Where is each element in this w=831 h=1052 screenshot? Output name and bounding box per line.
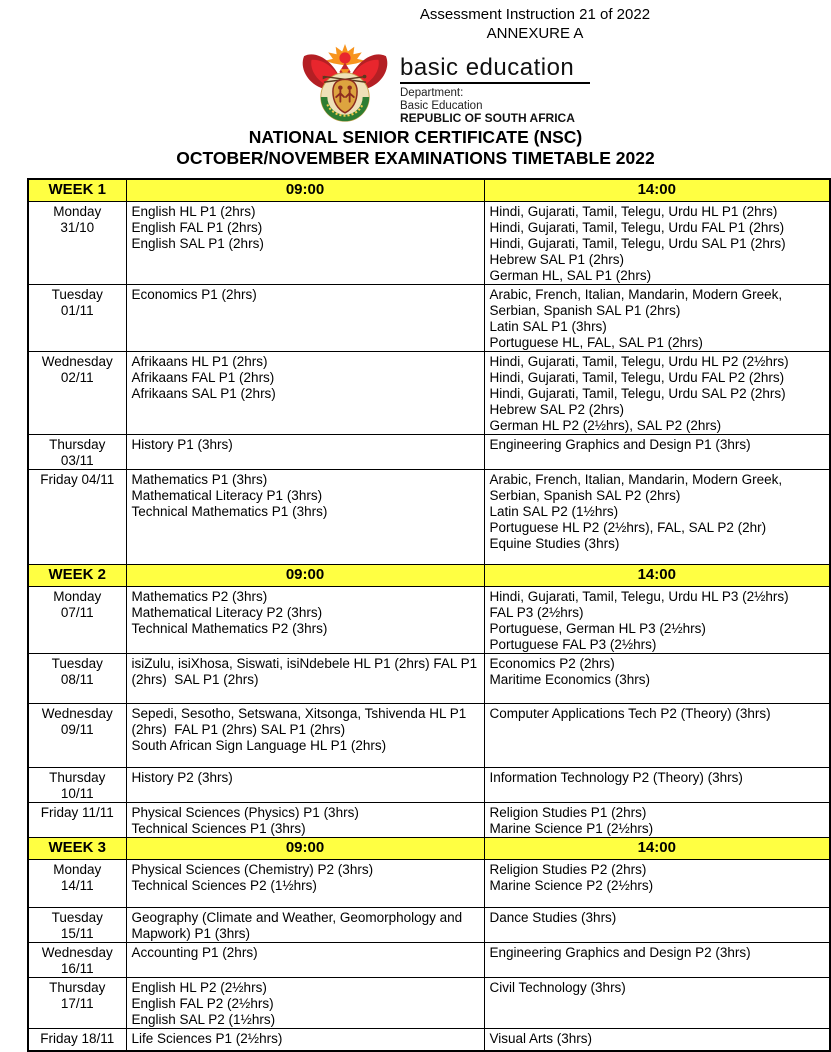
- afternoon-session-cell: [484, 202, 830, 285]
- day-label-line: 14/11: [60, 878, 94, 893]
- exam-entry: Hindi, Gujarati, Tamil, Telegu, Urdu HL P3 (2½hrs): [489, 589, 789, 604]
- exam-entry: Engineering Graphics and Design P2 (3hrs): [489, 945, 751, 960]
- day-label-line: Wednesday: [41, 706, 113, 721]
- day-label-line: 09/11: [60, 722, 94, 737]
- exam-entry: English HL P2 (2½hrs): [131, 980, 267, 995]
- day-label-line: 01/11: [60, 303, 94, 318]
- column-header-1400: 14:00: [484, 565, 830, 587]
- day-cell: [28, 654, 126, 704]
- afternoon-session-cell: [484, 654, 830, 704]
- exam-entry: Dance Studies (3hrs): [489, 910, 617, 925]
- day-label-line: Tuesday: [51, 656, 103, 671]
- exam-entry: Engineering Graphics and Design P1 (3hrs): [489, 437, 751, 452]
- exam-entry: Hindi, Gujarati, Tamil, Telegu, Urdu SAL P1 (2hrs): [489, 236, 786, 251]
- exam-entry: Arabic, French, Italian, Mandarin, Modern Greek, Serbian, Spanish SAL P1 (2hrs): [489, 287, 786, 318]
- morning-session-cell: [126, 352, 484, 435]
- exam-entry: Computer Applications Tech P2 (Theory) (3hrs): [489, 706, 771, 721]
- timetable-day-row: [28, 1029, 830, 1051]
- department-name: Basic Education: [400, 99, 483, 112]
- exam-entry: Hindi, Gujarati, Tamil, Telegu, Urdu SAL P2 (2hrs): [489, 386, 786, 401]
- column-header-0900: 09:00: [126, 179, 484, 202]
- day-cell: [28, 978, 126, 1029]
- day-label-line: 31/10: [60, 220, 95, 235]
- morning-session-cell: [126, 978, 484, 1029]
- timetable-day-row: [28, 908, 830, 943]
- column-header-0900: 09:00: [126, 565, 484, 587]
- exam-entry: FAL P3 (2½hrs): [489, 605, 584, 620]
- column-header-1400: 14:00: [484, 179, 830, 202]
- week-header-row: [28, 838, 830, 860]
- exam-entry: Technical Mathematics P2 (3hrs): [131, 621, 328, 636]
- exam-entry: Mathematical Literacy P1 (3hrs): [131, 488, 323, 503]
- exam-entry: South African Sign Language HL P1 (2hrs): [131, 738, 387, 753]
- morning-session-cell: [126, 435, 484, 470]
- day-cell: [28, 470, 126, 565]
- morning-session-cell: [126, 470, 484, 565]
- exam-entry: Economics P1 (2hrs): [131, 287, 257, 302]
- afternoon-session-cell: [484, 908, 830, 943]
- day-label-line: 16/11: [60, 961, 94, 976]
- exam-entry: Latin SAL P1 (3hrs): [489, 319, 607, 334]
- exam-entry: Sepedi, Sesotho, Setswana, Xitsonga, Tshivenda HL P1 (2hrs) FAL P1 (2hrs) SAL P1 (2hrs): [131, 706, 470, 737]
- exam-entry: isiZulu, isiXhosa, Siswati, isiNdebele HL P1 (2hrs) FAL P1 (2hrs) SAL P1 (2hrs): [131, 656, 481, 687]
- morning-session-cell: [126, 654, 484, 704]
- day-label-line: Tuesday: [51, 910, 103, 925]
- timetable-day-row: [28, 704, 830, 768]
- day-label-line: Thursday: [49, 437, 106, 452]
- day-cell: [28, 860, 126, 908]
- afternoon-session-cell: [484, 803, 830, 838]
- day-label-line: Monday: [53, 862, 102, 877]
- exam-entry: Technical Sciences P2 (1½hrs): [131, 878, 317, 893]
- week-label: WEEK 1: [28, 179, 126, 202]
- exam-entry: Hebrew SAL P2 (2hrs): [489, 402, 625, 417]
- morning-session-cell: [126, 285, 484, 352]
- timetable-day-row: [28, 654, 830, 704]
- day-label-line: 17/11: [60, 996, 94, 1011]
- exam-entry: Hindi, Gujarati, Tamil, Telegu, Urdu FAL P2 (2hrs): [489, 370, 785, 385]
- day-cell: [28, 352, 126, 435]
- day-label-line: Wednesday: [41, 945, 113, 960]
- exam-entry: Life Sciences P1 (2½hrs): [131, 1031, 283, 1046]
- morning-session-cell: [126, 704, 484, 768]
- day-cell: [28, 908, 126, 943]
- exam-entry: Afrikaans FAL P1 (2hrs): [131, 370, 275, 385]
- afternoon-session-cell: [484, 978, 830, 1029]
- exam-entry: Portuguese HL, FAL, SAL P1 (2hrs): [489, 335, 703, 350]
- exam-entry: German HL P2 (2½hrs), SAL P2 (2hrs): [489, 418, 722, 433]
- day-label-line: 15/11: [60, 926, 94, 941]
- afternoon-session-cell: [484, 943, 830, 978]
- country-name: REPUBLIC OF SOUTH AFRICA: [400, 111, 575, 125]
- title-line-2: OCTOBER/NOVEMBER EXAMINATIONS TIMETABLE 2022: [176, 148, 655, 168]
- exam-entry: Accounting P1 (2hrs): [131, 945, 258, 960]
- exam-entry: Portuguese FAL P3 (2½hrs): [489, 637, 657, 652]
- exam-entry: Afrikaans SAL P1 (2hrs): [131, 386, 276, 401]
- timetable-day-row: [28, 860, 830, 908]
- week-label: WEEK 3: [28, 838, 126, 860]
- day-label-line: Thursday: [49, 770, 106, 785]
- exam-entry: English FAL P1 (2hrs): [131, 220, 263, 235]
- exam-entry: Arabic, French, Italian, Mandarin, Modern Greek, Serbian, Spanish SAL P2 (2hrs): [489, 472, 786, 503]
- morning-session-cell: [126, 860, 484, 908]
- annexure-line: ANNEXURE A: [486, 25, 584, 42]
- day-label-line: Monday: [53, 204, 102, 219]
- column-header-0900: 09:00: [126, 838, 484, 860]
- day-label-line: 02/11: [60, 370, 94, 385]
- afternoon-session-cell: [484, 285, 830, 352]
- document-header: [240, 0, 830, 43]
- morning-session-cell: [126, 1029, 484, 1051]
- timetable-day-row: [28, 803, 830, 838]
- title-line-1: NATIONAL SENIOR CERTIFICATE (NSC): [248, 127, 583, 147]
- day-cell: [28, 202, 126, 285]
- exam-entry: Economics P2 (2hrs): [489, 656, 615, 671]
- exam-entry: Maritime Economics (3hrs): [489, 672, 651, 687]
- timetable-day-row: [28, 978, 830, 1029]
- morning-session-cell: [126, 908, 484, 943]
- exam-entry: Afrikaans HL P1 (2hrs): [131, 354, 268, 369]
- exam-entry: Hindi, Gujarati, Tamil, Telegu, Urdu HL P2 (2½hrs): [489, 354, 789, 369]
- day-label-line: 07/11: [60, 605, 94, 620]
- exam-entry: Hebrew SAL P1 (2hrs): [489, 252, 625, 267]
- afternoon-session-cell: [484, 768, 830, 803]
- exam-entry: Portuguese HL P2 (2½hrs), FAL, SAL P2 (2hr): [489, 520, 767, 535]
- assessment-instruction-line: Assessment Instruction 21 of 2022: [419, 6, 651, 23]
- exam-entry: Marine Science P1 (2½hrs): [489, 821, 654, 836]
- day-label-line: Thursday: [49, 980, 106, 995]
- exam-entry: Hindi, Gujarati, Tamil, Telegu, Urdu FAL P1 (2hrs): [489, 220, 785, 235]
- exam-entry: Physical Sciences (Physics) P1 (3hrs): [131, 805, 359, 820]
- exam-entry: Mathematics P1 (3hrs): [131, 472, 268, 487]
- document-title: [0, 127, 831, 169]
- day-label-line: Friday 11/11: [40, 805, 114, 820]
- morning-session-cell: [126, 202, 484, 285]
- south-africa-coat-of-arms-icon: [298, 44, 392, 124]
- afternoon-session-cell: [484, 470, 830, 565]
- brand-title: basic education: [400, 54, 590, 84]
- timetable-day-row: [28, 435, 830, 470]
- exam-entry: History P1 (3hrs): [131, 437, 233, 452]
- exam-entry: Religion Studies P2 (2hrs): [489, 862, 647, 877]
- day-cell: [28, 587, 126, 654]
- exam-entry: Religion Studies P1 (2hrs): [489, 805, 647, 820]
- morning-session-cell: [126, 587, 484, 654]
- exam-entry: Technical Sciences P1 (3hrs): [131, 821, 306, 836]
- week-header-row: [28, 179, 830, 202]
- exam-entry: Civil Technology (3hrs): [489, 980, 626, 995]
- exam-entry: History P2 (3hrs): [131, 770, 233, 785]
- day-label-line: Monday: [53, 589, 102, 604]
- column-header-1400: 14:00: [484, 838, 830, 860]
- day-label-line: 03/11: [60, 453, 94, 468]
- exam-entry: English SAL P1 (2hrs): [131, 236, 264, 251]
- exam-entry: Physical Sciences (Chemistry) P2 (3hrs): [131, 862, 374, 877]
- day-label-line: 10/11: [60, 786, 94, 801]
- day-cell: [28, 1029, 126, 1051]
- afternoon-session-cell: [484, 352, 830, 435]
- timetable-day-row: [28, 470, 830, 565]
- exam-timetable: [27, 178, 831, 1052]
- exam-entry: Technical Mathematics P1 (3hrs): [131, 504, 328, 519]
- day-cell: [28, 285, 126, 352]
- day-cell: [28, 943, 126, 978]
- day-label-line: 08/11: [60, 672, 94, 687]
- department-label: Department:: [400, 87, 464, 99]
- week-header-row: [28, 565, 830, 587]
- department-wordmark: [400, 44, 590, 125]
- exam-entry: German HL, SAL P1 (2hrs): [489, 268, 652, 283]
- morning-session-cell: [126, 803, 484, 838]
- day-label-line: Friday 18/11: [40, 1031, 115, 1046]
- exam-entry: English HL P1 (2hrs): [131, 204, 256, 219]
- afternoon-session-cell: [484, 704, 830, 768]
- exam-entry: Mathematics P2 (3hrs): [131, 589, 268, 604]
- exam-entry: Hindi, Gujarati, Tamil, Telegu, Urdu HL P1 (2hrs): [489, 204, 778, 219]
- exam-entry: Visual Arts (3hrs): [489, 1031, 593, 1046]
- timetable-day-row: [28, 352, 830, 435]
- day-cell: [28, 768, 126, 803]
- timetable-day-row: [28, 768, 830, 803]
- timetable-day-row: [28, 587, 830, 654]
- day-cell: [28, 435, 126, 470]
- department-branding: [298, 44, 831, 124]
- timetable-day-row: [28, 202, 830, 285]
- afternoon-session-cell: [484, 860, 830, 908]
- week-label: WEEK 2: [28, 565, 126, 587]
- exam-entry: Equine Studies (3hrs): [489, 536, 620, 551]
- exam-entry: Mathematical Literacy P2 (3hrs): [131, 605, 323, 620]
- exam-entry: Portuguese, German HL P3 (2½hrs): [489, 621, 706, 636]
- day-label-line: Wednesday: [41, 354, 113, 369]
- exam-entry: English SAL P2 (1½hrs): [131, 1012, 276, 1027]
- morning-session-cell: [126, 943, 484, 978]
- afternoon-session-cell: [484, 1029, 830, 1051]
- timetable-day-row: [28, 943, 830, 978]
- day-label-line: Tuesday: [51, 287, 103, 302]
- exam-entry: English FAL P2 (2½hrs): [131, 996, 274, 1011]
- exam-entry: Information Technology P2 (Theory) (3hrs): [489, 770, 743, 785]
- day-cell: [28, 803, 126, 838]
- exam-entry: Latin SAL P2 (1½hrs): [489, 504, 619, 519]
- morning-session-cell: [126, 768, 484, 803]
- afternoon-session-cell: [484, 435, 830, 470]
- day-label-line: Friday 04/11: [40, 472, 115, 487]
- day-cell: [28, 704, 126, 768]
- exam-entry: Marine Science P2 (2½hrs): [489, 878, 654, 893]
- exam-entry: Geography (Climate and Weather, Geomorphology and Mapwork) P1 (3hrs): [131, 910, 466, 941]
- timetable-day-row: [28, 285, 830, 352]
- afternoon-session-cell: [484, 587, 830, 654]
